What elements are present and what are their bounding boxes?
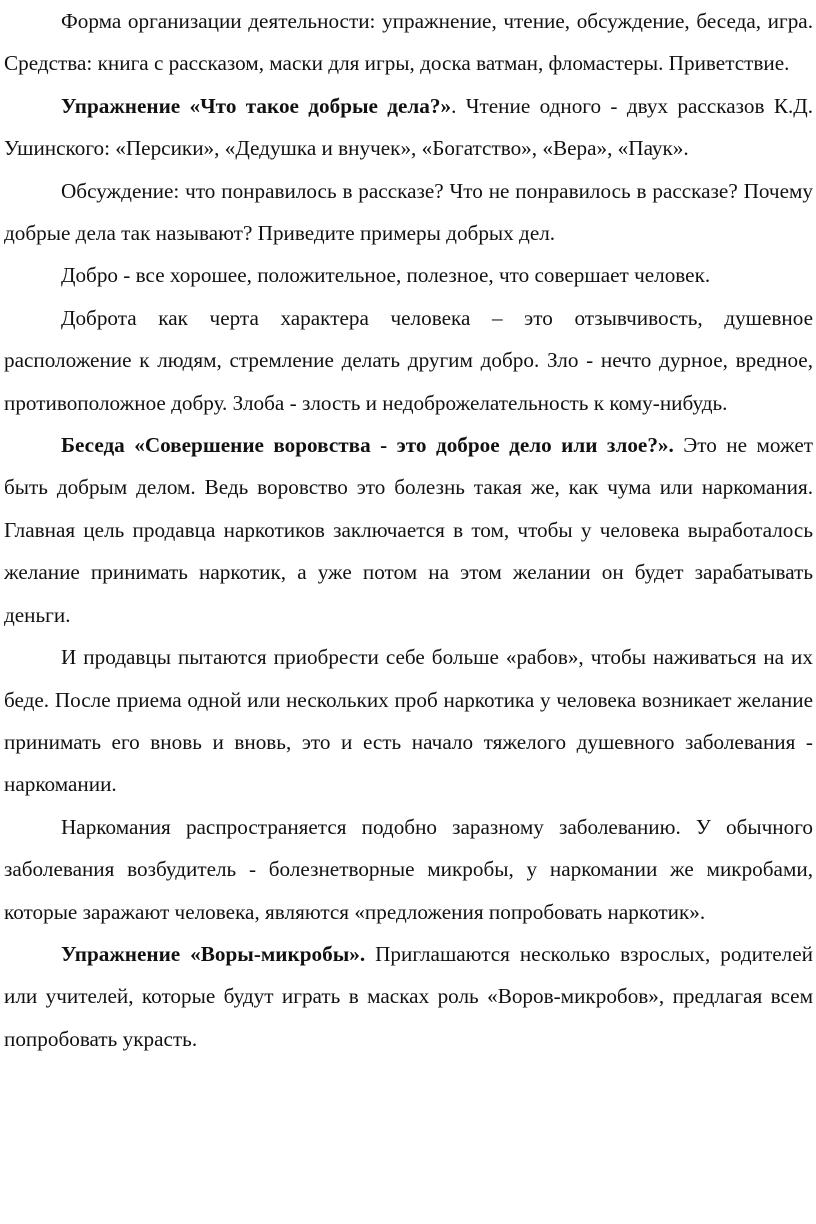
paragraph-text: Добро - все хорошее, положительное, полезное, что совершает человек. (61, 263, 711, 288)
paragraph-sellers (4, 636, 813, 806)
paragraph-good-definition (4, 254, 813, 296)
paragraph-text: И продавцы пытаются приобрести себе больше «рабов», чтобы наживаться на их беде. После приема одной или нескольких проб наркотика у человека возникает желание принимать его вновь и вновь, это и есть начало тяжелого душевного заболевания - наркомании. (4, 645, 813, 797)
paragraph-discussion (4, 170, 813, 255)
paragraph-text: Наркомания распространяется подобно заразному заболеванию. У обычного заболевания возбудитель - болезнетворные микробы, у наркомании же микробами, которые заражают человека, являются «предложения попробовать наркотик». (4, 814, 813, 924)
paragraph-conversation-theft (4, 424, 813, 636)
paragraph-exercise-thieves-microbes (4, 933, 813, 1060)
paragraph-lead: Беседа «Совершение воровства - это доброе дело или злое?». (61, 433, 674, 458)
paragraph-exercise-good-deeds (4, 85, 813, 170)
paragraph-text: Приглашаются несколько взрослых, родителей или учителей, которые будут играть в масках роль «Воров-микробов», предлагая всем попробовать украсть. (4, 941, 813, 1051)
paragraph-lead: Упражнение «Воры-микробы». (61, 941, 366, 966)
paragraph-text: Обсуждение: что понравилось в рассказе? Что не понравилось в рассказе? Почему добрые дела так называют? Приведите примеры добрых дел. (4, 178, 813, 246)
paragraph-text: . Чтение одного - двух рассказов К.Д. Ушинского: «Персики», «Дедушка и внучек», «Богатство», «Вера», «Паук». (4, 93, 813, 161)
paragraph-addiction-spread (4, 806, 813, 933)
paragraph-text: Форма организации деятельности: упражнение, чтение, обсуждение, беседа, игра. Средства: книга с рассказом, маски для игры, доска ватман, фломастеры. Приветствие. (4, 9, 813, 76)
paragraph-kindness-definition (4, 297, 813, 424)
paragraph-lead: Упражнение «Что такое добрые дела?» (61, 93, 452, 118)
paragraph-text: Доброта как черта характера человека – это отзывчивость, душевное расположение к людям, стремление делать другим добро. Зло - нечто дурное, вредное, противоположное добру. Злоба - злость и недоброжелательность к кому-нибудь. (4, 305, 813, 415)
paragraph-text: Это не может быть добрым делом. Ведь воровство это болезнь такая же, как чума или наркомания. Главная цель продавца наркотиков заключается в том, чтобы у человека выработалось желание принимать наркотик, а уже потом на этом желании он будет зарабатывать деньги. (4, 433, 813, 627)
paragraph-activity-form (4, 0, 813, 85)
